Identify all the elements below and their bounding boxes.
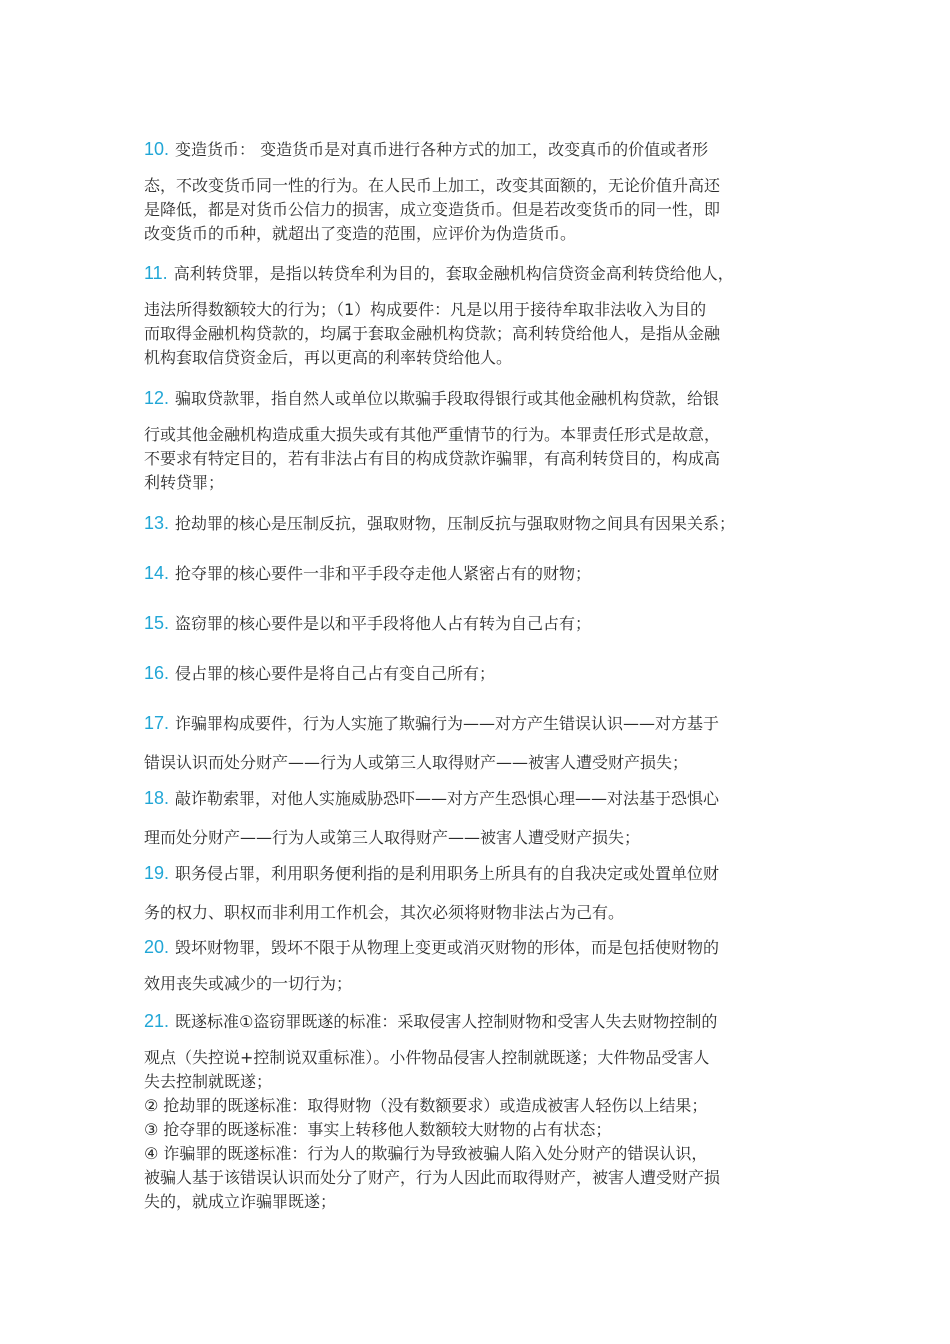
list-item-line: 20. 毁坏财物罪，毁坏不限于从物理上变更或消灭财物的形体，而是包括使财物的 bbox=[144, 937, 720, 957]
list-item-line: 失的，就成立诈骗罪既遂； bbox=[144, 1192, 337, 1211]
list-item-line: 13. 抢劫罪的核心是压制反抗，强取财物，压制反抗与强取财物之间具有因果关系； bbox=[144, 513, 736, 533]
list-item-line: 14. 抢夺罪的核心要件一非和平手段夺走他人紧密占有的财物； bbox=[144, 563, 592, 583]
list-item-line: 19. 职务侵占罪，利用职务便利指的是利用职务上所具有的自我决定或处置单位财 bbox=[144, 863, 720, 883]
item-number: 18. bbox=[144, 788, 170, 808]
list-item-line: 违法所得数额较大的行为；（1）构成要件：凡是以用于接待牟取非法收入为目的 bbox=[144, 300, 707, 319]
list-item bbox=[144, 658, 814, 698]
item-number: 16. bbox=[144, 663, 170, 683]
list-item bbox=[144, 383, 814, 495]
list-item-line: 失去控制就既遂； bbox=[144, 1072, 273, 1091]
list-item-line: 改变货币的币种，就超出了变造的范围，应评价为伪造货币。 bbox=[144, 224, 577, 243]
list-item-line: 16. 侵占罪的核心要件是将自己占有变自己所有； bbox=[144, 663, 496, 683]
list-item-line: ③ 抢夺罪的既遂标准：事实上转移他人数额较大财物的占有状态； bbox=[144, 1120, 612, 1139]
list-item-line: 不要求有特定目的，若有非法占有目的构成贷款诈骗罪，有高利转贷目的，构成高 bbox=[144, 449, 721, 468]
list-item bbox=[144, 508, 814, 548]
list-item bbox=[144, 858, 814, 938]
list-item-line: 是降低，都是对货币公信力的损害，成立变造货币。但是若改变货币的同一性，即 bbox=[144, 200, 721, 219]
list-item-line: 机构套取信贷资金后，再以更高的利率转贷给他人。 bbox=[144, 348, 513, 367]
list-item bbox=[144, 258, 814, 370]
list-item-line: 务的权力、职权而非利用工作机会，其次必须将财物非法占为己有。 bbox=[144, 903, 625, 922]
list-item-line: ② 抢劫罪的既遂标准：取得财物（没有数额要求）或造成被害人轻伤以上结果； bbox=[144, 1096, 708, 1115]
item-number: 15. bbox=[144, 613, 170, 633]
list-item-line: 行或其他金融机构造成重大损失或有其他严重情节的行为。本罪责任形式是故意， bbox=[144, 425, 721, 444]
list-item-line: 态，不改变货币同一性的行为。在人民币上加工，改变其面额的，无论价值升高还 bbox=[144, 176, 721, 195]
list-item-line: 21. 既遂标准①盗窃罪既遂的标准：采取侵害人控制财物和受害人失去财物控制的 bbox=[144, 1011, 718, 1031]
list-item bbox=[144, 1006, 814, 1214]
list-item-line: 被骗人基于该错误认识而处分了财产，行为人因此而取得财产，被害人遭受财产损 bbox=[144, 1168, 721, 1187]
list-item bbox=[144, 134, 814, 246]
item-number: 11. bbox=[144, 263, 168, 283]
list-item-line: 11. 高利转贷罪，是指以转贷牟利为目的，套取金融机构信贷资金高利转贷给他人， bbox=[144, 263, 734, 283]
list-item-line: 15. 盗窃罪的核心要件是以和平手段将他人占有转为自己占有； bbox=[144, 613, 592, 633]
list-item bbox=[144, 932, 814, 996]
item-number: 21. bbox=[144, 1011, 170, 1031]
list-item-line: 观点（失控说+控制说双重标准）。小件物品侵害人控制就既遂；大件物品受害人 bbox=[144, 1048, 710, 1067]
list-item bbox=[144, 558, 814, 598]
list-item-line: 12. 骗取贷款罪，指自然人或单位以欺骗手段取得银行或其他金融机构贷款，给银 bbox=[144, 388, 720, 408]
item-number: 10. bbox=[144, 139, 170, 159]
list-item-line: 利转贷罪； bbox=[144, 473, 225, 492]
item-number: 14. bbox=[144, 563, 170, 583]
item-number: 20. bbox=[144, 937, 170, 957]
list-item-line: ④ 诈骗罪的既遂标准：行为人的欺骗行为导致被骗人陷入处分财产的错误认识， bbox=[144, 1144, 708, 1163]
list-item bbox=[144, 708, 814, 788]
item-number: 19. bbox=[144, 863, 170, 883]
item-number: 17. bbox=[144, 713, 170, 733]
item-number: 12. bbox=[144, 388, 170, 408]
list-item-line: 17. 诈骗罪构成要件，行为人实施了欺骗行为——对方产生错误认识——对方基于 bbox=[144, 713, 720, 733]
item-number: 13. bbox=[144, 513, 170, 533]
list-item bbox=[144, 608, 814, 648]
list-item-line: 10. 变造货币： 变造货币是对真币进行各种方式的加工，改变真币的价值或者形 bbox=[144, 139, 709, 159]
list-item-line: 错误认识而处分财产——行为人或第三人取得财产——被害人遭受财产损失； bbox=[144, 753, 689, 772]
list-item-line: 而取得金融机构贷款的，均属于套取金融机构贷款；高利转贷给他人，是指从金融 bbox=[144, 324, 721, 343]
list-item-line: 18. 敲诈勒索罪，对他人实施威胁恐吓——对方产生恐惧心理——对法基于恐惧心 bbox=[144, 788, 720, 808]
list-item-line: 效用丧失或减少的一切行为； bbox=[144, 974, 353, 993]
list-item bbox=[144, 783, 814, 863]
list-item-line: 理而处分财产——行为人或第三人取得财产——被害人遭受财产损失； bbox=[144, 828, 641, 847]
